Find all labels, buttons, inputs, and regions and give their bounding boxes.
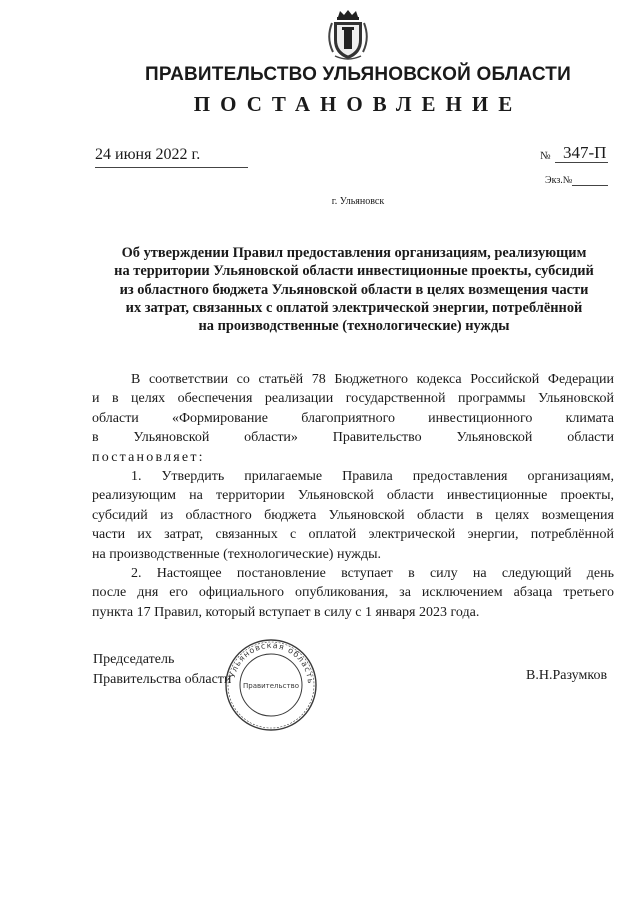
document-heading — [88, 244, 620, 335]
seal-inner-text: Правительство — [243, 682, 299, 690]
body-line: реализующим на территории Ульяновской области инвестиционные проекты, — [92, 488, 614, 504]
heading-line: на территории Ульяновской области инвестиционные проекты, субсидий — [114, 263, 594, 280]
decree-word: постановляет: — [92, 449, 205, 465]
heading-line: из областного бюджета Ульяновской области в целях возмещения части — [119, 281, 589, 298]
heading-line: Об утверждении Правил предоставления организациям, реализующим — [121, 245, 587, 261]
body-line: субсидий из областного бюджета Ульяновской области в целях возмещения — [92, 507, 614, 523]
date-underline — [95, 167, 248, 168]
copy-number-label: Экз.№ — [545, 175, 573, 186]
body-line: 1. Утвердить прилагаемые Правила предоставления организациям, — [131, 469, 614, 485]
document-number: 347-П — [563, 143, 607, 162]
body-line: после дня его официального опубликования, за исключением абзаца третьего — [92, 585, 614, 601]
body-line: В соответствии со статьёй 78 Бюджетного кодекса Российской Федерации — [131, 372, 614, 387]
document-body — [92, 370, 614, 622]
signatory-title — [93, 650, 231, 691]
body-line: части их затрат, связанных с оплатой электрической энергии, потреблённой — [92, 527, 614, 543]
coat-of-arms-icon — [325, 8, 371, 62]
body-line: области «Формирование благоприятного инвестиционного климата — [92, 410, 614, 426]
signatory-name: В.Н.Разумков — [526, 668, 608, 683]
body-line: 2. Настоящее постановление вступает в силу на следующий день — [131, 566, 614, 582]
body-line: на производственные (технологические) нужды. — [92, 546, 381, 562]
signatory-title-line: Председатель — [93, 652, 175, 667]
document-date: 24 июня 2022 г. — [95, 146, 201, 163]
government-name: ПРАВИТЕЛЬСТВО УЛЬЯНОВСКОЙ ОБЛАСТИ — [145, 64, 571, 85]
heading-line: их затрат, связанных с оплатой электрической энергии, потреблённой — [125, 299, 583, 316]
body-line: в Ульяновской области» Правительство Ульяновской области — [92, 430, 614, 446]
signatory-title-line: Правительства области — [93, 672, 232, 688]
official-seal-icon — [224, 638, 318, 732]
heading-line: на производственные (технологические) нужды — [198, 318, 510, 335]
seal-outer-text: Ульяновская область — [227, 640, 316, 685]
city: г. Ульяновск — [331, 196, 385, 207]
body-line: и в целях обеспечения реализации государственной программы Ульяновской — [92, 391, 614, 407]
number-sign: № — [540, 150, 551, 162]
body-line: пункта 17 Правил, который вступает в силу с 1 января 2023 года. — [92, 604, 480, 620]
number-underline — [555, 162, 608, 163]
document-type: ПОСТАНОВЛЕНИЕ — [193, 92, 523, 116]
copy-number-line — [572, 185, 608, 186]
